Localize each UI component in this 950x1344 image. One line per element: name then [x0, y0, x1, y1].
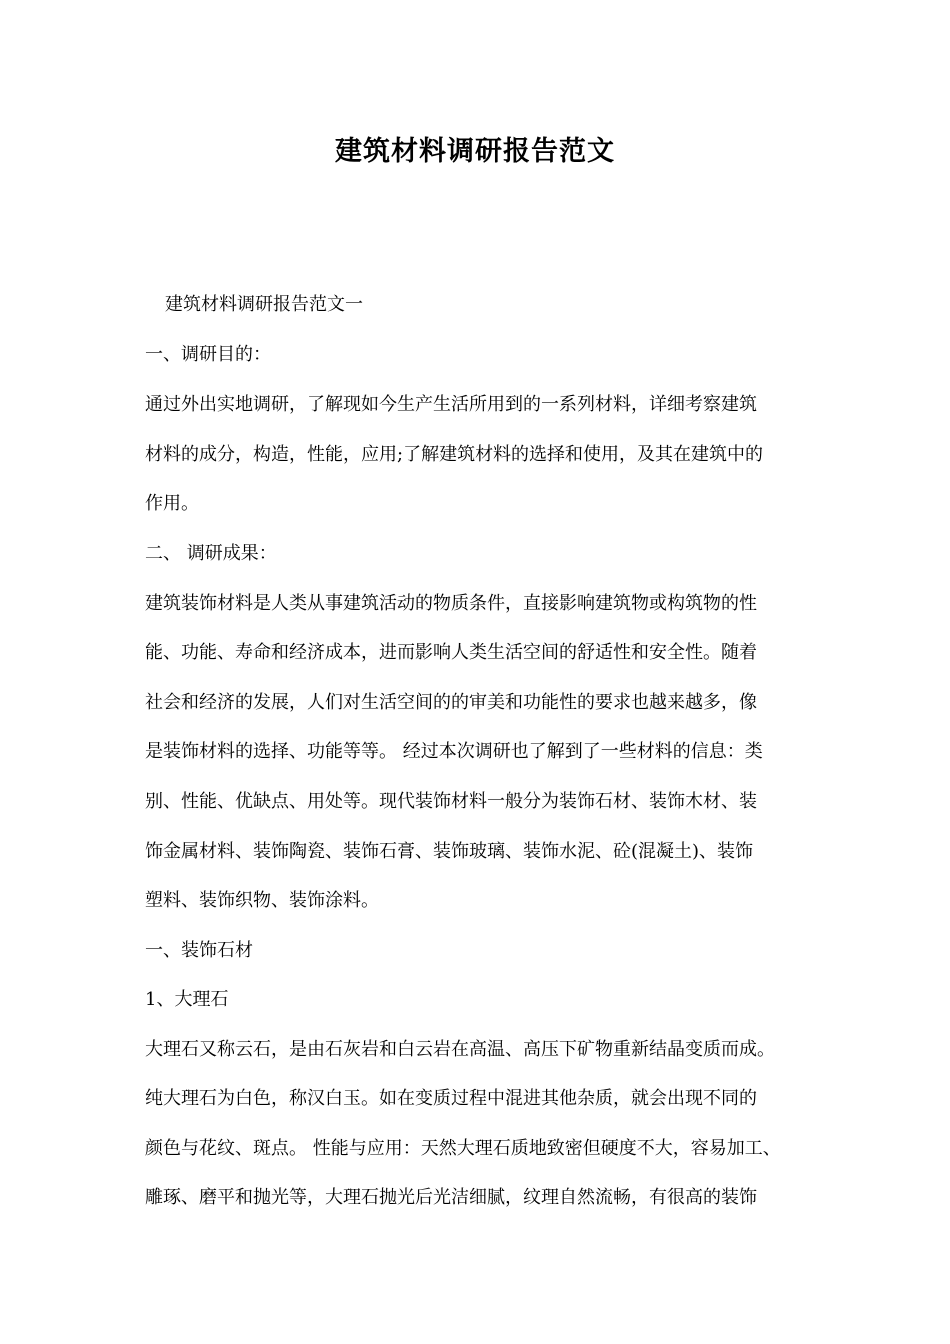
- paragraph-line: 雕琢、磨平和抛光等，大理石抛光后光洁细腻，纹理自然流畅，有很高的装饰: [145, 1187, 757, 1208]
- paragraph-line: 能、功能、寿命和经济成本，进而影响人类生活空间的舒适性和安全性。随着: [145, 642, 757, 663]
- section-heading-purpose: 一、调研目的：: [145, 344, 271, 365]
- paragraph-line: 是装饰材料的选择、功能等等。 经过本次调研也了解到了一些材料的信息：类: [145, 741, 763, 762]
- paragraph-line: 作用。: [145, 493, 199, 514]
- document-subtitle: 建筑材料调研报告范文一: [165, 294, 363, 315]
- document-title: 建筑材料调研报告范文: [335, 136, 615, 167]
- paragraph-line: 通过外出实地调研，了解现如今生产生活所用到的一系列材料，详细考察建筑: [145, 394, 757, 415]
- paragraph-line: 纯大理石为白色，称汉白玉。如在变质过程中混进其他杂质，就会出现不同的: [145, 1088, 757, 1109]
- paragraph-line: 颜色与花纹、斑点。 性能与应用：天然大理石质地致密但硬度不大，容易加工、: [145, 1138, 781, 1159]
- section-heading-results: 二、 调研成果：: [145, 543, 277, 564]
- paragraph-line: 饰金属材料、装饰陶瓷、装饰石膏、装饰玻璃、装饰水泥、砼(混凝土)、装饰: [145, 841, 754, 862]
- paragraph-line: 社会和经济的发展，人们对生活空间的的审美和功能性的要求也越来越多，像: [145, 692, 757, 713]
- item-heading-marble: 1、大理石: [145, 989, 229, 1010]
- paragraph-line: 建筑装饰材料是人类从事建筑活动的物质条件，直接影响建筑物或构筑物的性: [145, 593, 757, 614]
- paragraph-line: 塑料、装饰织物、装饰涂料。: [145, 890, 379, 911]
- paragraph-line: 大理石又称云石，是由石灰岩和白云岩在高温、高压下矿物重新结晶变质而成。: [145, 1039, 775, 1060]
- paragraph-line: 别、性能、优缺点、用处等。现代装饰材料一般分为装饰石材、装饰木材、装: [145, 791, 757, 812]
- paragraph-line: 材料的成分，构造，性能，应用;了解建筑材料的选择和使用，及其在建筑中的: [145, 444, 764, 465]
- subsection-heading-stone: 一、装饰石材: [145, 940, 253, 961]
